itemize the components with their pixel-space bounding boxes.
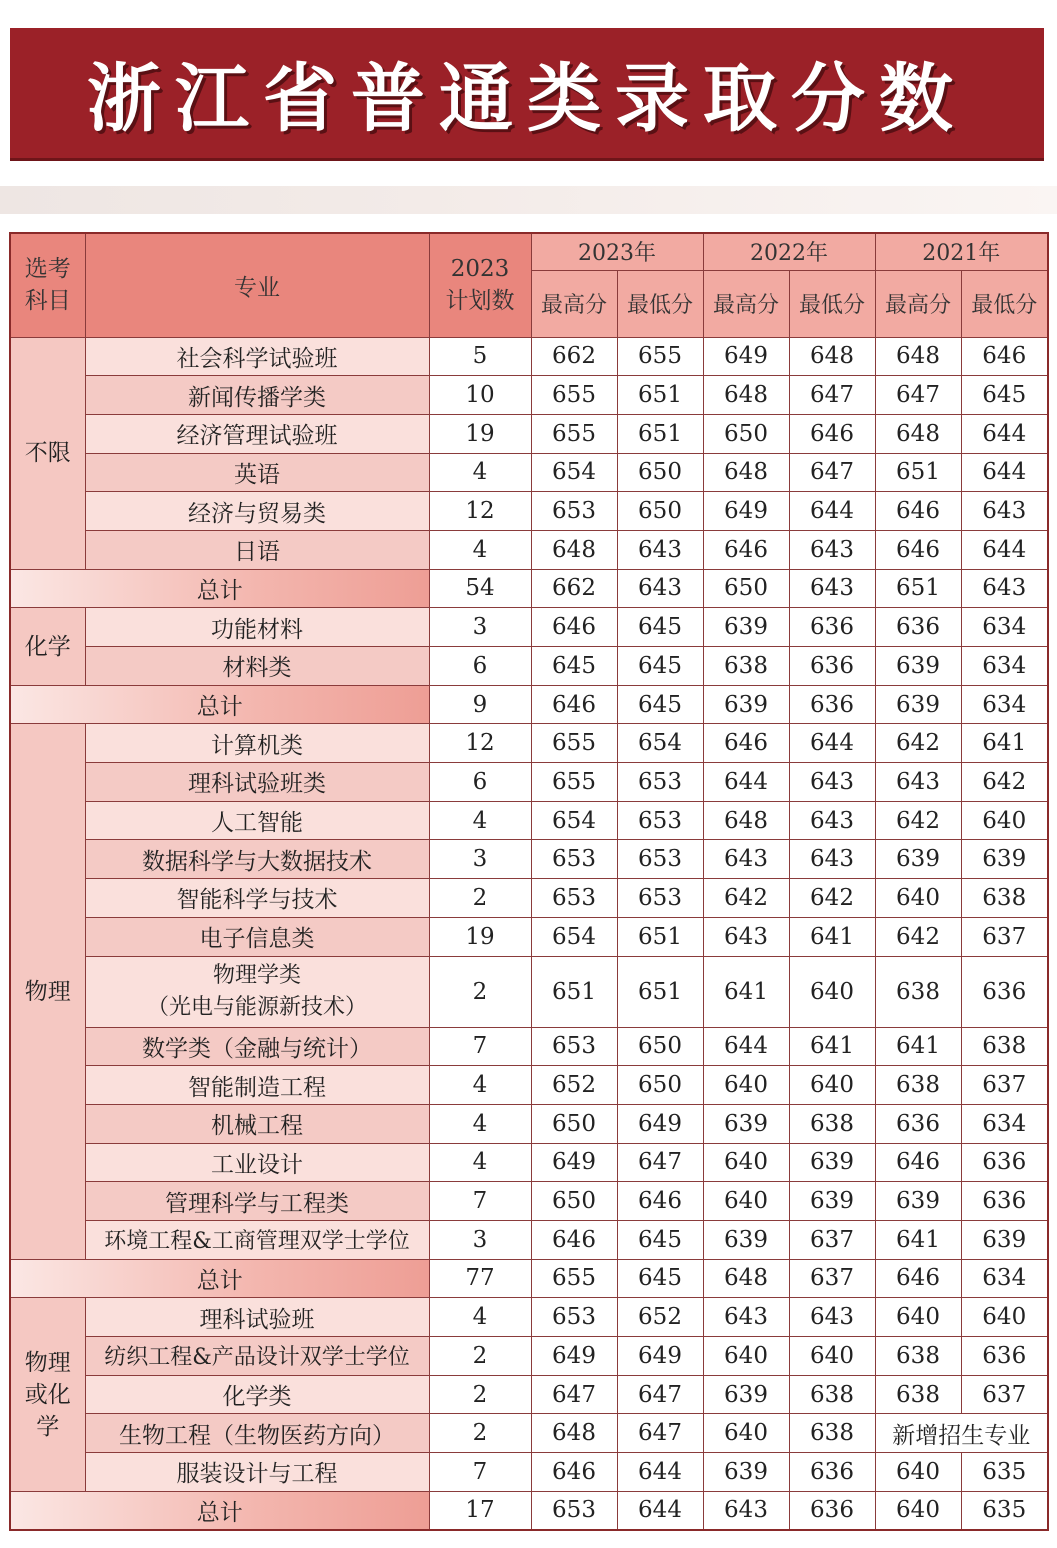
max-score: 642 (875, 724, 961, 763)
max-score: 639 (875, 1182, 961, 1221)
min-score: 643 (789, 530, 875, 569)
plan-count: 12 (429, 492, 531, 531)
table-row (10, 608, 1048, 647)
max-score: 640 (875, 1298, 961, 1337)
total-min-score: 634 (961, 1259, 1048, 1298)
table-row (10, 1337, 1048, 1376)
max-score: 636 (875, 1104, 961, 1143)
total-max-score: 648 (703, 1259, 789, 1298)
page-title: 浙江省普通类录取分数 (87, 56, 967, 142)
min-score: 640 (789, 1066, 875, 1105)
table-row (10, 1143, 1048, 1182)
min-score: 642 (789, 879, 875, 918)
table-row (10, 763, 1048, 802)
plan-count: 3 (429, 1220, 531, 1259)
min-score: 647 (789, 453, 875, 492)
table-row (10, 530, 1048, 569)
header-min: 最低分 (789, 270, 875, 337)
min-score: 646 (961, 337, 1048, 376)
plan-count: 2 (429, 879, 531, 918)
max-score: 642 (703, 879, 789, 918)
table-row (10, 1375, 1048, 1414)
table-row (10, 956, 1048, 1027)
max-score: 642 (875, 801, 961, 840)
max-score: 655 (531, 763, 617, 802)
min-score: 640 (789, 1337, 875, 1376)
min-score: 638 (789, 1375, 875, 1414)
table-row (10, 1027, 1048, 1066)
plan-count: 19 (429, 917, 531, 956)
min-score: 642 (961, 763, 1048, 802)
decorative-divider (0, 186, 1057, 214)
max-score: 638 (875, 1066, 961, 1105)
min-score: 650 (617, 492, 703, 531)
min-score: 643 (789, 840, 875, 879)
header-plan-year: 2023 (450, 256, 510, 283)
plan-count: 19 (429, 414, 531, 453)
min-score: 646 (789, 414, 875, 453)
table-row (10, 453, 1048, 492)
max-score: 655 (531, 724, 617, 763)
max-score: 646 (531, 1220, 617, 1259)
max-score: 646 (531, 1453, 617, 1492)
max-score: 640 (703, 1182, 789, 1221)
min-score: 645 (961, 376, 1048, 415)
max-score: 648 (875, 414, 961, 453)
major-name: 材料类 (85, 647, 429, 686)
max-score: 646 (875, 492, 961, 531)
min-score: 645 (617, 647, 703, 686)
major-name: 生物工程（生物医药方向） (85, 1414, 429, 1453)
header-plan (429, 233, 531, 337)
min-score: 649 (617, 1337, 703, 1376)
plan-count: 5 (429, 337, 531, 376)
plan-count: 4 (429, 530, 531, 569)
max-score: 647 (875, 376, 961, 415)
min-score: 638 (961, 879, 1048, 918)
total-label: 总计 (10, 685, 429, 724)
total-min-score: 643 (789, 569, 875, 608)
max-score: 640 (875, 879, 961, 918)
table-row (10, 840, 1048, 879)
table-body (10, 337, 1048, 1530)
max-score: 649 (703, 337, 789, 376)
max-score: 654 (531, 917, 617, 956)
min-score: 644 (961, 453, 1048, 492)
plan-count: 4 (429, 1066, 531, 1105)
max-score: 648 (703, 801, 789, 840)
plan-count: 2 (429, 1414, 531, 1453)
subject-cell: 化学 (10, 608, 85, 685)
total-min-score: 644 (617, 1491, 703, 1530)
total-min-score: 645 (617, 1259, 703, 1298)
min-score: 637 (961, 1375, 1048, 1414)
header-year-2021: 2021年 (875, 233, 1048, 270)
plan-count: 4 (429, 1143, 531, 1182)
major-name: 管理科学与工程类 (85, 1182, 429, 1221)
total-min-score: 637 (789, 1259, 875, 1298)
total-max-score: 639 (703, 685, 789, 724)
plan-count: 3 (429, 840, 531, 879)
total-min-score: 645 (617, 685, 703, 724)
max-score: 654 (531, 453, 617, 492)
major-name: 环境工程&工商管理双学士学位 (85, 1220, 429, 1259)
total-max-score: 639 (875, 685, 961, 724)
header-min: 最低分 (617, 270, 703, 337)
major-name: 数学类（金融与统计） (85, 1027, 429, 1066)
max-score: 640 (703, 1414, 789, 1453)
header-year-2022: 2022年 (703, 233, 875, 270)
max-score: 638 (875, 956, 961, 1027)
max-score: 646 (875, 530, 961, 569)
min-score: 644 (961, 414, 1048, 453)
header-max: 最高分 (703, 270, 789, 337)
max-score: 639 (703, 1104, 789, 1143)
max-score: 643 (703, 1298, 789, 1337)
max-score: 643 (875, 763, 961, 802)
major-name: 纺织工程&产品设计双学士学位 (85, 1337, 429, 1376)
admission-score-table (9, 232, 1049, 1531)
table-row (10, 492, 1048, 531)
header-min: 最低分 (961, 270, 1048, 337)
min-score: 647 (617, 1375, 703, 1414)
major-name: 功能材料 (85, 608, 429, 647)
max-score: 639 (875, 840, 961, 879)
min-score: 653 (617, 801, 703, 840)
table-row (10, 1298, 1048, 1337)
subject-cell: 物理 (10, 724, 85, 1259)
header-max: 最高分 (875, 270, 961, 337)
min-score: 641 (961, 724, 1048, 763)
max-score: 655 (531, 414, 617, 453)
max-score: 653 (531, 1298, 617, 1337)
max-score: 639 (703, 1220, 789, 1259)
header-subject: 选考 科目 (10, 233, 85, 337)
major-name: 机械工程 (85, 1104, 429, 1143)
max-score: 655 (531, 376, 617, 415)
max-score: 662 (531, 337, 617, 376)
plan-count: 6 (429, 763, 531, 802)
major-name: 智能制造工程 (85, 1066, 429, 1105)
plan-count: 3 (429, 608, 531, 647)
max-score: 648 (531, 1414, 617, 1453)
table-row (10, 1220, 1048, 1259)
min-score: 647 (617, 1143, 703, 1182)
table-row (10, 917, 1048, 956)
total-min-score: 635 (961, 1491, 1048, 1530)
min-score: 636 (961, 1337, 1048, 1376)
table-row (10, 647, 1048, 686)
max-score: 650 (531, 1182, 617, 1221)
major-name: 工业设计 (85, 1143, 429, 1182)
min-score: 634 (961, 1104, 1048, 1143)
major-name: 新闻传播学类 (85, 376, 429, 415)
total-min-score: 643 (617, 569, 703, 608)
table-row (10, 801, 1048, 840)
plan-count: 4 (429, 1298, 531, 1337)
max-score: 649 (531, 1337, 617, 1376)
min-score: 634 (961, 647, 1048, 686)
table-row (10, 1182, 1048, 1221)
min-score: 647 (617, 1414, 703, 1453)
table-row (10, 1066, 1048, 1105)
min-score: 635 (961, 1453, 1048, 1492)
max-score: 653 (531, 1027, 617, 1066)
max-score: 652 (531, 1066, 617, 1105)
min-score: 644 (789, 492, 875, 531)
min-score: 634 (961, 608, 1048, 647)
min-score: 641 (789, 917, 875, 956)
header-plan-label: 计划数 (445, 288, 515, 315)
total-row (10, 1491, 1048, 1530)
plan-count: 4 (429, 801, 531, 840)
table-row (10, 724, 1048, 763)
max-score: 644 (703, 763, 789, 802)
total-row (10, 685, 1048, 724)
major-name: 化学类 (85, 1375, 429, 1414)
plan-count: 7 (429, 1182, 531, 1221)
min-score: 640 (961, 1298, 1048, 1337)
major-name: 经济管理试验班 (85, 414, 429, 453)
plan-count: 4 (429, 1104, 531, 1143)
max-score: 636 (875, 608, 961, 647)
major-name: 经济与贸易类 (85, 492, 429, 531)
min-score: 651 (617, 376, 703, 415)
min-score: 645 (617, 1220, 703, 1259)
major-name: 理科试验班 (85, 1298, 429, 1337)
total-min-score: 634 (961, 685, 1048, 724)
max-score: 642 (875, 917, 961, 956)
max-score: 649 (531, 1143, 617, 1182)
min-score: 653 (617, 763, 703, 802)
major-name: 数据科学与大数据技术 (85, 840, 429, 879)
min-score: 643 (617, 530, 703, 569)
min-score: 650 (617, 1027, 703, 1066)
max-score: 641 (875, 1220, 961, 1259)
max-score: 639 (703, 608, 789, 647)
table-row (10, 1104, 1048, 1143)
min-score: 654 (617, 724, 703, 763)
max-score: 654 (531, 801, 617, 840)
max-score: 638 (703, 647, 789, 686)
min-score: 638 (789, 1104, 875, 1143)
min-score: 644 (617, 1453, 703, 1492)
max-score: 641 (875, 1027, 961, 1066)
major-name: 电子信息类 (85, 917, 429, 956)
table-row (10, 337, 1048, 376)
total-max-score: 651 (875, 569, 961, 608)
min-score: 651 (617, 414, 703, 453)
header-year-2023: 2023年 (531, 233, 703, 270)
new-major-note: 新增招生专业 (875, 1414, 1048, 1453)
max-score: 644 (703, 1027, 789, 1066)
min-score: 640 (789, 956, 875, 1027)
table-row (10, 1414, 1048, 1453)
min-score: 636 (789, 647, 875, 686)
max-score: 648 (875, 337, 961, 376)
min-score: 636 (789, 1453, 875, 1492)
total-plan-count: 17 (429, 1491, 531, 1530)
plan-count: 2 (429, 956, 531, 1027)
min-score: 655 (617, 337, 703, 376)
min-score: 641 (789, 1027, 875, 1066)
min-score: 647 (789, 376, 875, 415)
min-score: 648 (789, 337, 875, 376)
min-score: 644 (789, 724, 875, 763)
min-score: 651 (617, 917, 703, 956)
total-min-score: 643 (961, 569, 1048, 608)
plan-count: 6 (429, 647, 531, 686)
max-score: 648 (703, 453, 789, 492)
min-score: 650 (617, 1066, 703, 1105)
subject-cell: 物理 或化 学 (10, 1298, 85, 1491)
min-score: 643 (789, 1298, 875, 1337)
plan-count: 2 (429, 1375, 531, 1414)
total-row (10, 569, 1048, 608)
min-score: 639 (961, 840, 1048, 879)
total-plan-count: 54 (429, 569, 531, 608)
max-score: 640 (703, 1337, 789, 1376)
min-score: 649 (617, 1104, 703, 1143)
total-max-score: 640 (875, 1491, 961, 1530)
min-score: 643 (961, 492, 1048, 531)
min-score: 651 (617, 956, 703, 1027)
total-label: 总计 (10, 569, 429, 608)
total-max-score: 662 (531, 569, 617, 608)
max-score: 653 (531, 840, 617, 879)
max-score: 651 (875, 453, 961, 492)
header-max: 最高分 (531, 270, 617, 337)
table-row (10, 376, 1048, 415)
major-name: 物理学类 （光电与能源新技术） (85, 956, 429, 1027)
total-row (10, 1259, 1048, 1298)
max-score: 649 (703, 492, 789, 531)
max-score: 638 (875, 1337, 961, 1376)
min-score: 653 (617, 840, 703, 879)
min-score: 636 (789, 608, 875, 647)
min-score: 639 (789, 1143, 875, 1182)
max-score: 646 (531, 608, 617, 647)
max-score: 639 (703, 1375, 789, 1414)
total-label: 总计 (10, 1259, 429, 1298)
total-plan-count: 77 (429, 1259, 531, 1298)
max-score: 650 (703, 414, 789, 453)
max-score: 653 (531, 879, 617, 918)
min-score: 639 (961, 1220, 1048, 1259)
min-score: 640 (961, 801, 1048, 840)
plan-count: 4 (429, 453, 531, 492)
plan-count: 12 (429, 724, 531, 763)
plan-count: 10 (429, 376, 531, 415)
min-score: 637 (789, 1220, 875, 1259)
min-score: 638 (789, 1414, 875, 1453)
min-score: 644 (961, 530, 1048, 569)
min-score: 653 (617, 879, 703, 918)
table-header (10, 233, 1048, 337)
total-plan-count: 9 (429, 685, 531, 724)
table-row (10, 1453, 1048, 1492)
min-score: 636 (961, 956, 1048, 1027)
subject-cell: 不限 (10, 337, 85, 569)
min-score: 636 (961, 1143, 1048, 1182)
total-max-score: 646 (531, 685, 617, 724)
max-score: 640 (703, 1066, 789, 1105)
min-score: 636 (961, 1182, 1048, 1221)
major-name: 服装设计与工程 (85, 1453, 429, 1492)
min-score: 645 (617, 608, 703, 647)
max-score: 640 (703, 1143, 789, 1182)
max-score: 641 (703, 956, 789, 1027)
title-banner (10, 28, 1044, 158)
max-score: 651 (531, 956, 617, 1027)
min-score: 643 (789, 801, 875, 840)
min-score: 646 (617, 1182, 703, 1221)
major-name: 计算机类 (85, 724, 429, 763)
total-label: 总计 (10, 1491, 429, 1530)
min-score: 643 (789, 763, 875, 802)
header-major: 专业 (85, 233, 429, 337)
max-score: 646 (703, 724, 789, 763)
max-score: 653 (531, 492, 617, 531)
min-score: 637 (961, 1066, 1048, 1105)
plan-count: 7 (429, 1027, 531, 1066)
min-score: 638 (961, 1027, 1048, 1066)
major-name: 英语 (85, 453, 429, 492)
min-score: 639 (789, 1182, 875, 1221)
total-max-score: 643 (703, 1491, 789, 1530)
table-row (10, 414, 1048, 453)
max-score: 639 (703, 1453, 789, 1492)
table-row (10, 879, 1048, 918)
total-max-score: 655 (531, 1259, 617, 1298)
total-max-score: 646 (875, 1259, 961, 1298)
major-name: 智能科学与技术 (85, 879, 429, 918)
major-name: 社会科学试验班 (85, 337, 429, 376)
major-name: 日语 (85, 530, 429, 569)
max-score: 648 (703, 376, 789, 415)
min-score: 637 (961, 917, 1048, 956)
max-score: 648 (531, 530, 617, 569)
total-min-score: 636 (789, 685, 875, 724)
plan-count: 7 (429, 1453, 531, 1492)
max-score: 638 (875, 1375, 961, 1414)
total-max-score: 650 (703, 569, 789, 608)
max-score: 643 (703, 917, 789, 956)
total-min-score: 636 (789, 1491, 875, 1530)
max-score: 646 (875, 1143, 961, 1182)
plan-count: 2 (429, 1337, 531, 1376)
major-name: 理科试验班类 (85, 763, 429, 802)
total-max-score: 653 (531, 1491, 617, 1530)
max-score: 639 (875, 647, 961, 686)
max-score: 645 (531, 647, 617, 686)
min-score: 652 (617, 1298, 703, 1337)
max-score: 650 (531, 1104, 617, 1143)
max-score: 647 (531, 1375, 617, 1414)
min-score: 650 (617, 453, 703, 492)
max-score: 643 (703, 840, 789, 879)
max-score: 646 (703, 530, 789, 569)
major-name: 人工智能 (85, 801, 429, 840)
max-score: 640 (875, 1453, 961, 1492)
